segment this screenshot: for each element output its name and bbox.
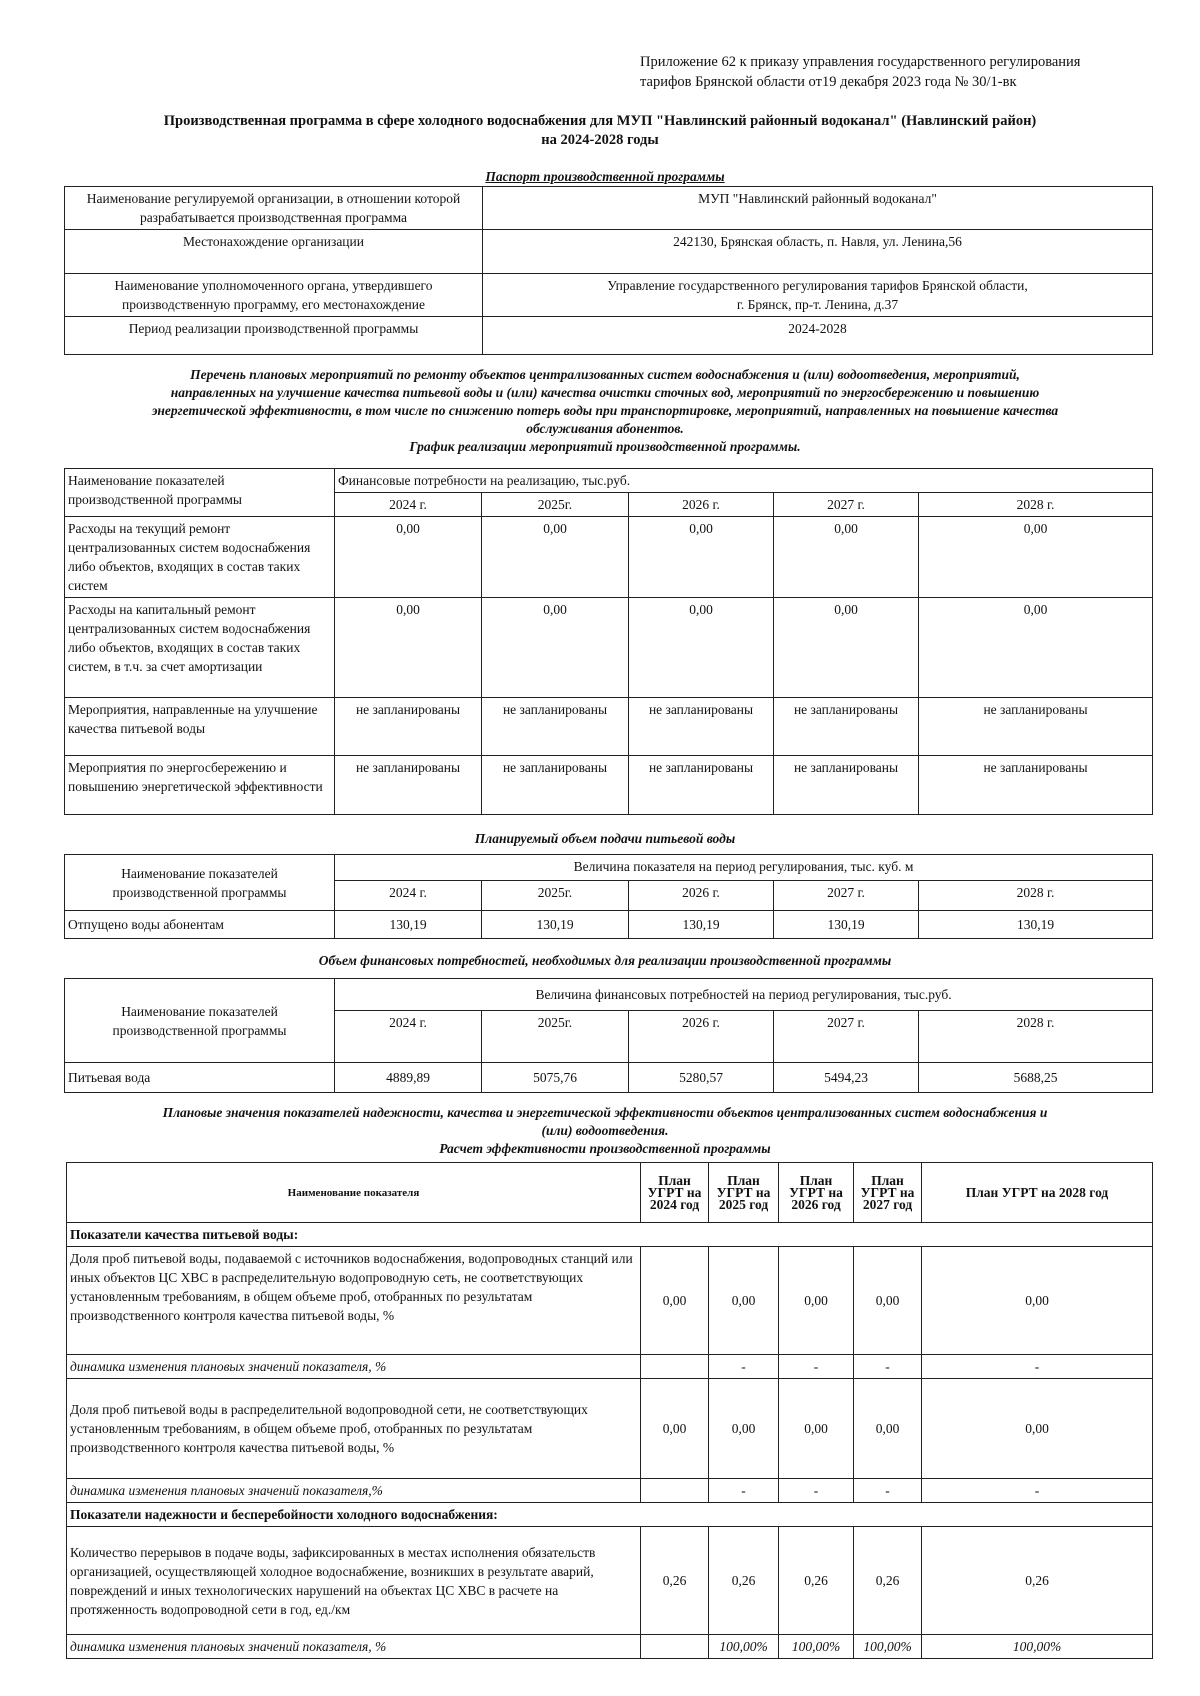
dynamics-value: - xyxy=(779,1479,854,1503)
volume-table xyxy=(64,854,1153,939)
measures-header-group: Финансовые потребности на реализацию, тыс.руб. xyxy=(335,469,1153,493)
table-row xyxy=(67,1635,1153,1659)
dynamics-value: 100,00% xyxy=(709,1635,779,1659)
year-header: 2027 г. xyxy=(774,1011,919,1063)
efficiency-caption-line2: (или) водоотведения. xyxy=(541,1123,669,1138)
year-header: 2025г. xyxy=(482,493,629,517)
indicator-value: 0,26 xyxy=(922,1527,1153,1635)
table-row xyxy=(65,756,1153,815)
dynamics-label: динамика изменения плановых значений показателя, % xyxy=(67,1635,641,1659)
passport-value: МУП "Навлинский районный водоканал" xyxy=(483,187,1153,230)
volume-caption: Планируемый объем подачи питьевой воды xyxy=(474,831,736,846)
finance-value: 5688,25 xyxy=(919,1063,1153,1093)
measures-header-label: Наименование показателей производственной программы xyxy=(65,469,335,517)
year-header: 2028 г. xyxy=(919,1011,1153,1063)
table-row xyxy=(65,274,1153,317)
measure-value: 0,00 xyxy=(335,598,482,698)
table-row xyxy=(67,1247,1153,1355)
document-title-line1: Производственная программа в сфере холодного водоснабжения для МУП "Навлинский районный водоканал" (Навлинский район) xyxy=(163,113,1037,129)
indicator-label: Доля проб питьевой воды, подаваемой с источников водоснабжения, водопроводных станций или иных объектов ЦС ХВС в распределительную водопроводную сеть, не соответствующих установленным требованиям, в общем объеме проб, отобранных по результатам производственного контроля качества питьевой воды, % xyxy=(67,1247,641,1355)
year-header: 2024 г. xyxy=(335,1011,482,1063)
dynamics-label: динамика изменения плановых значений показателя,% xyxy=(67,1479,641,1503)
year-header: 2025г. xyxy=(482,881,629,911)
appendix-note xyxy=(640,52,1160,92)
dynamics-value: - xyxy=(709,1479,779,1503)
indicator-value: 0,26 xyxy=(854,1527,922,1635)
table-row xyxy=(65,469,1153,493)
dynamics-value: - xyxy=(922,1355,1153,1379)
passport-label: Период реализации производственной программы xyxy=(65,317,483,355)
indicator-label: Доля проб питьевой воды в распределительной водопроводной сети, не соответствующих установленным требованиям, в общем объеме проб, отобранных по результатам производственного контроля качества питьевой воды, % xyxy=(67,1379,641,1479)
indicator-value: 0,00 xyxy=(854,1247,922,1355)
passport-value-line1: Управление государственного регулирования тарифов Брянской области, xyxy=(607,278,1028,293)
indicator-value: 0,26 xyxy=(641,1527,709,1635)
year-header: 2027 г. xyxy=(774,493,919,517)
measure-value: не запланированы xyxy=(919,756,1153,815)
passport-value xyxy=(483,274,1153,317)
document-title-line2: на 2024-2028 годы xyxy=(541,132,659,148)
finance-header-group: Величина финансовых потребностей на период регулирования, тыс.руб. xyxy=(335,979,1153,1011)
finance-value: 5280,57 xyxy=(629,1063,774,1093)
measure-value: 0,00 xyxy=(629,598,774,698)
dynamics-value: 100,00% xyxy=(779,1635,854,1659)
section-quality: Показатели качества питьевой воды: xyxy=(67,1223,1153,1247)
passport-label: Наименование регулируемой организации, в отношении которой разрабатывается производственная программа xyxy=(65,187,483,230)
dynamics-value: - xyxy=(854,1479,922,1503)
indicator-value: 0,00 xyxy=(779,1379,854,1479)
measures-caption-line1: Перечень плановых мероприятий по ремонту объектов централизованных систем водоснабжения и (или) водоотведения, мероприятий, xyxy=(190,367,1020,382)
volume-value: 130,19 xyxy=(335,911,482,939)
measure-value: не запланированы xyxy=(335,698,482,756)
table-row xyxy=(65,230,1153,274)
finance-table xyxy=(64,978,1153,1093)
volume-value: 130,19 xyxy=(774,911,919,939)
dynamics-value: - xyxy=(779,1355,854,1379)
table-row xyxy=(67,1479,1153,1503)
table-row xyxy=(67,1355,1153,1379)
measure-label: Расходы на капитальный ремонт централизованных систем водоснабжения либо объектов, входящих в состав таких систем, в т.ч. за счет амортизации xyxy=(65,598,335,698)
table-row xyxy=(65,911,1153,939)
dynamics-value xyxy=(641,1355,709,1379)
indicator-value: 0,00 xyxy=(779,1247,854,1355)
table-row xyxy=(67,1163,1153,1223)
measure-value: не запланированы xyxy=(774,698,919,756)
plan-header: План УГРТ на 2025 год xyxy=(709,1163,779,1223)
measure-label: Мероприятия, направленные на улучшение качества питьевой воды xyxy=(65,698,335,756)
table-row xyxy=(65,855,1153,881)
measure-label: Мероприятия по энергосбережению и повышению энергетической эффективности xyxy=(65,756,335,815)
passport-table xyxy=(64,186,1153,355)
year-header: 2026 г. xyxy=(629,881,774,911)
measure-value: не запланированы xyxy=(482,698,629,756)
efficiency-caption-line1: Плановые значения показателей надежности, качества и энергетической эффективности объектов централизованных систем водоснабжения и xyxy=(162,1105,1048,1120)
measure-value: не запланированы xyxy=(919,698,1153,756)
efficiency-table xyxy=(66,1162,1153,1659)
document-title xyxy=(60,112,1140,150)
indicator-value: 0,00 xyxy=(709,1379,779,1479)
measure-value: 0,00 xyxy=(482,598,629,698)
efficiency-header-label: Наименование показателя xyxy=(67,1163,641,1223)
measures-caption xyxy=(60,366,1150,456)
measure-value: не запланированы xyxy=(482,756,629,815)
indicator-value: 0,00 xyxy=(641,1247,709,1355)
passport-value: 242130, Брянская область, п. Навля, ул. Ленина,56 xyxy=(483,230,1153,274)
measures-caption-line2: направленных на улучшение качества питьевой воды и (или) качества очистки сточных вод, мероприятий по энергосбережению и повышению xyxy=(170,385,1040,400)
year-header: 2028 г. xyxy=(919,493,1153,517)
table-row xyxy=(65,517,1153,598)
measures-caption-line3: энергетической эффективности, в том числе по снижению потерь воды при транспортировке, мероприятий, направленных на повышение качества xyxy=(151,403,1059,418)
calc-caption: Расчет эффективности производственной программы xyxy=(439,1141,771,1156)
finance-caption: Объем финансовых потребностей, необходимых для реализации производственной программы xyxy=(318,953,892,968)
schedule-caption: График реализации мероприятий производственной программы. xyxy=(409,439,801,454)
table-row xyxy=(67,1223,1153,1247)
measures-caption-line4: обслуживания абонентов. xyxy=(526,421,684,436)
dynamics-value: 100,00% xyxy=(854,1635,922,1659)
dynamics-value: - xyxy=(922,1479,1153,1503)
year-header: 2026 г. xyxy=(629,1011,774,1063)
indicator-value: 0,00 xyxy=(641,1379,709,1479)
dynamics-value: - xyxy=(854,1355,922,1379)
finance-value: 5494,23 xyxy=(774,1063,919,1093)
volume-row-label: Отпущено воды абонентам xyxy=(65,911,335,939)
table-row xyxy=(67,1527,1153,1635)
indicator-label: Количество перерывов в подаче воды, зафиксированных в местах исполнения обязательств организацией, осуществляющей холодное водоснабжение, возникших в результате аварий, повреждений и иных технологических нарушений на объектах ЦС ХВС в расчете на протяженность водопроводной сети в год, ед./км xyxy=(67,1527,641,1635)
plan-header: План УГРТ на 2028 год xyxy=(922,1163,1153,1223)
dynamics-label: динамика изменения плановых значений показателя, % xyxy=(67,1355,641,1379)
appendix-note-line2: тарифов Брянской области от19 декабря 2023 года № 30/1-вк xyxy=(640,74,1017,90)
measure-value: 0,00 xyxy=(774,598,919,698)
appendix-note-line1: Приложение 62 к приказу управления государственного регулирования xyxy=(640,54,1081,70)
volume-value: 130,19 xyxy=(919,911,1153,939)
table-row xyxy=(65,1063,1153,1093)
dynamics-value xyxy=(641,1635,709,1659)
table-row xyxy=(65,598,1153,698)
year-header: 2027 г. xyxy=(774,881,919,911)
year-header: 2024 г. xyxy=(335,881,482,911)
plan-header: План УГРТ на 2027 год xyxy=(854,1163,922,1223)
table-row xyxy=(67,1503,1153,1527)
indicator-value: 0,00 xyxy=(922,1379,1153,1479)
finance-header-label: Наименование показателей производственной программы xyxy=(65,979,335,1063)
indicator-value: 0,00 xyxy=(854,1379,922,1479)
plan-header: План УГРТ на 2024 год xyxy=(641,1163,709,1223)
measure-value: не запланированы xyxy=(629,756,774,815)
measure-label: Расходы на текущий ремонт централизованных систем водоснабжения либо объектов, входящих в состав таких систем xyxy=(65,517,335,598)
dynamics-value: 100,00% xyxy=(922,1635,1153,1659)
indicator-value: 0,00 xyxy=(922,1247,1153,1355)
volume-header-label: Наименование показателей производственной программы xyxy=(65,855,335,911)
measure-value: 0,00 xyxy=(774,517,919,598)
efficiency-caption xyxy=(60,1104,1150,1158)
year-header: 2026 г. xyxy=(629,493,774,517)
measure-value: не запланированы xyxy=(774,756,919,815)
dynamics-value: - xyxy=(709,1355,779,1379)
passport-label: Местонахождение организации xyxy=(65,230,483,274)
table-row xyxy=(67,1379,1153,1479)
table-row xyxy=(65,979,1153,1011)
measure-value: 0,00 xyxy=(629,517,774,598)
year-header: 2024 г. xyxy=(335,493,482,517)
passport-value: 2024-2028 xyxy=(483,317,1153,355)
indicator-value: 0,26 xyxy=(779,1527,854,1635)
dynamics-value xyxy=(641,1479,709,1503)
measures-table xyxy=(64,468,1153,815)
measure-value: 0,00 xyxy=(919,517,1153,598)
finance-value: 4889,89 xyxy=(335,1063,482,1093)
passport-caption: Паспорт производственной программы xyxy=(485,169,725,184)
section-reliability: Показатели надежности и бесперебойности холодного водоснабжения: xyxy=(67,1503,1153,1527)
table-row xyxy=(65,698,1153,756)
year-header: 2028 г. xyxy=(919,881,1153,911)
passport-label: Наименование уполномоченного органа, утвердившего производственную программу, его местонахождение xyxy=(65,274,483,317)
finance-value: 5075,76 xyxy=(482,1063,629,1093)
finance-row-label: Питьевая вода xyxy=(65,1063,335,1093)
passport-value-line2: г. Брянск, пр-т. Ленина, д.37 xyxy=(736,297,899,312)
measure-value: 0,00 xyxy=(335,517,482,598)
measure-value: не запланированы xyxy=(335,756,482,815)
measure-value: 0,00 xyxy=(482,517,629,598)
indicator-value: 0,26 xyxy=(709,1527,779,1635)
year-header: 2025г. xyxy=(482,1011,629,1063)
measure-value: 0,00 xyxy=(919,598,1153,698)
volume-header-group: Величина показателя на период регулирования, тыс. куб. м xyxy=(335,855,1153,881)
plan-header: План УГРТ на 2026 год xyxy=(779,1163,854,1223)
measure-value: не запланированы xyxy=(629,698,774,756)
indicator-value: 0,00 xyxy=(709,1247,779,1355)
volume-value: 130,19 xyxy=(629,911,774,939)
volume-value: 130,19 xyxy=(482,911,629,939)
table-row xyxy=(65,187,1153,230)
table-row xyxy=(65,317,1153,355)
